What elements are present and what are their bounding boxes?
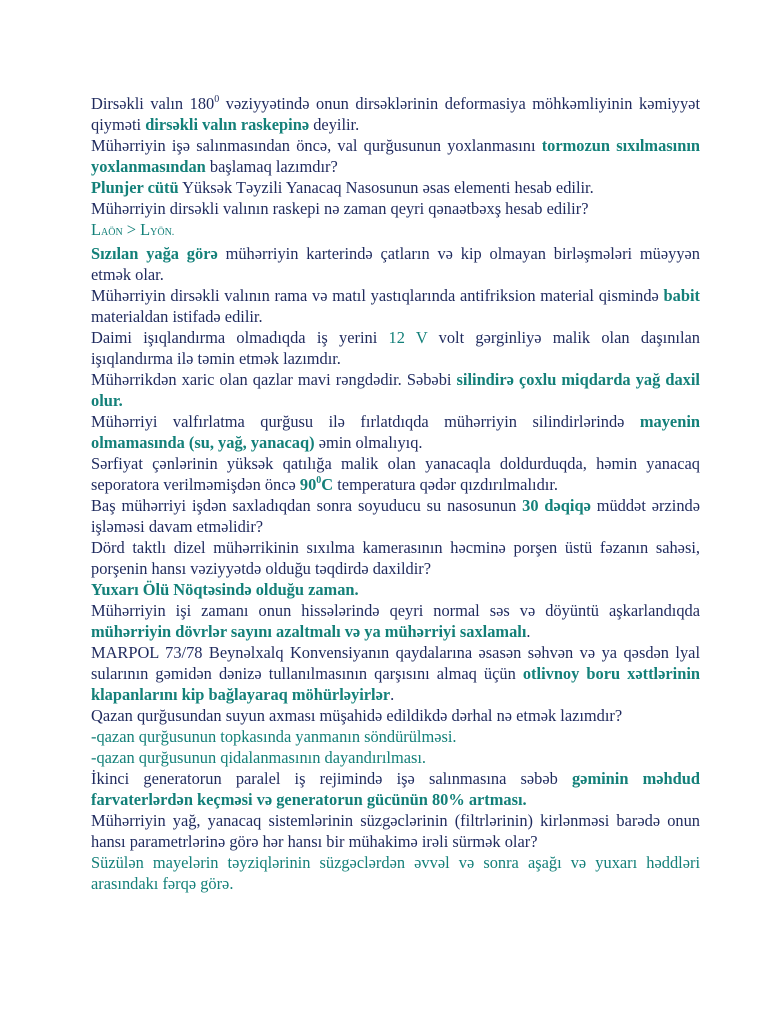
text: Baş mühərriyi işdən saxladıqdan sonra soyuducu su nasosunun: [91, 496, 523, 515]
paragraph-exhaust: [91, 369, 700, 411]
text: mühərriyin karterində çatların və kip olmayan birləşmələri müəyyən etmək olar.: [91, 244, 700, 284]
answer-highlight: otlivnoy boru xəttlərinin klapanlarını kip bağlayaraq möhürləyirlər: [91, 664, 700, 704]
paragraph-question-boiler: Qazan qurğusundan suyun axması müşahidə edildikdə dərhal nə etmək lazımdır?: [91, 706, 623, 725]
text: başlamaq lazımdır?: [205, 157, 338, 176]
paragraph-cylinders: [91, 411, 700, 453]
text: L: [91, 220, 102, 239]
subscript: YÖN.: [150, 227, 175, 238]
paragraph-plunger: [91, 177, 700, 198]
text: materialdan istifadə edilir.: [91, 307, 263, 326]
answer-highlight: mühərriyin dövrlər sayını azaltmalı və ya mühərriyi saxlamalı: [91, 622, 527, 641]
text: vəziyyətində onun dirsəklərinin deformasiya möhkəmliyinin kəmiyyət qiyməti: [91, 94, 700, 134]
answer-highlight: Plunjer cütü: [91, 178, 179, 197]
paragraph-answer-boiler-2: -qazan qurğusunun qidalanmasının dayandırılması.: [91, 748, 427, 767]
paragraph-bearings: [91, 285, 700, 327]
paragraph-answer-filters: Süzülən mayelərin təyziqlərinin süzgəclərdən əvvəl və sonra aşağı və yuxarı həddləri arasındakı fərqə görə.: [91, 853, 700, 893]
answer-highlight: 12 V: [388, 328, 428, 347]
paragraph-noise: [91, 600, 700, 642]
text: Mühərriyin dirsəkli valının rama və matıl yastıqlarında antifriksion material qismində: [91, 286, 664, 305]
answer-highlight: 90: [299, 475, 317, 494]
text: deyilir.: [309, 115, 360, 134]
answer-highlight: C: [321, 475, 334, 494]
paragraph-oil-leak: [91, 243, 700, 285]
paragraph-question-raskep: Mühərriyin dirsəkli valının raskepi nə zaman qeyri qənaətbəxş hesab edilir?: [91, 199, 589, 218]
answer-highlight: 30 dəqiqə: [522, 496, 591, 515]
superscript-degree: 0: [214, 94, 220, 105]
subscript: AÖN: [101, 227, 123, 238]
text: Daimi işıqlandırma olmadıqda iş yerini: [91, 328, 389, 347]
text: Sərfiyat çənlərinin yüksək qatılığa malik olan yanacaqla doldurduqda, həmin yanacaq seporatora verilməmişdən öncə: [91, 454, 700, 494]
paragraph-formula: [91, 219, 700, 243]
text: Yüksək Təyzili Yanacaq Nasosunun əsas elementi hesab edilir.: [178, 178, 594, 197]
document-body: [91, 93, 700, 894]
text: müddət ərzində işləməsi davam etməlidir?: [91, 496, 700, 536]
text: volt gərginliyə malik olan daşınılan işıqlandırma ilə təmin etmək lazımdır.: [91, 328, 701, 368]
paragraph-shaft-check: [91, 135, 700, 177]
paragraph-marpol: [91, 642, 700, 705]
text: .: [526, 622, 531, 641]
text: MARPOL 73/78 Beynəlxalq Konvensiyanın qaydalarına əsasən səhvən və ya qəsdən lyal sularının gəmidən dənizə tullanılmasının qarşısını almaq üçün: [91, 643, 700, 683]
text: Mühərriyin işə salınmasından öncə, val qurğusunun yoxlanmasını: [91, 136, 542, 155]
text: > L: [122, 220, 151, 239]
paragraph-generator: [91, 768, 700, 810]
text: Dirsəkli valın 180: [91, 94, 215, 113]
answer-highlight: mayenin olmamasında (su, yağ, yanacaq): [91, 412, 700, 452]
paragraph-fuel-heating: [91, 453, 700, 495]
answer-highlight: silindirə çoxlu miqdarda yağ daxil olur.: [91, 370, 700, 410]
paragraph-lighting: [91, 327, 700, 369]
text: Mühərriyi valfırlatma qurğusu ilə fırlatdıqda mühərriyin silindirlərində: [91, 412, 640, 431]
answer-highlight: dirsəkli valın raskepinə: [145, 115, 310, 134]
text: Mühərriyin işi zamanı onun hissələrində qeyri normal səs və döyüntü aşkarlandıqda: [91, 601, 700, 620]
text: temperatura qədər qızdırılmalıdır.: [333, 475, 558, 494]
paragraph-answer-boiler-1: -qazan qurğusunun topkasında yanmanın söndürülməsi.: [91, 727, 457, 746]
paragraph-answer-tdc: Yuxarı Ölü Nöqtəsində olduğu zaman.: [91, 580, 359, 599]
text: .: [390, 685, 395, 704]
answer-highlight: babit: [663, 286, 700, 305]
text: Mühərrikdən xaric olan qazlar mavi rəngdədir. Səbəbi: [91, 370, 457, 389]
paragraph-question-chamber: Dörd taktlı dizel mühərrikinin sıxılma kamerasının həcminə porşen üstü fəzanın sahəsi, porşenin hansı vəziyyətdə olduğu təqdirdə daxildir?: [91, 538, 700, 578]
superscript-degree: 0: [316, 475, 322, 486]
text: əmin olmalıyıq.: [314, 433, 423, 452]
answer-highlight: gəminin məhdud farvaterlərdən keçməsi və generatorun gücünün 80% artması.: [91, 769, 700, 809]
text: İkinci generatorun paralel iş rejimində işə salınmasına səbəb: [91, 769, 572, 788]
paragraph-question-filters: Mühərriyin yağ, yanacaq sistemlərinin süzgəclərinin (filtrlərinin) kirlənməsi barədə onun hansı parametrlərinə görə hər hansı bir mühakimə irəli sürmək olar?: [91, 811, 700, 851]
answer-highlight: tormozun sıxılmasının yoxlanmasından: [91, 136, 700, 176]
paragraph-cooling-pump: [91, 495, 700, 537]
answer-highlight: Sızılan yağa görə: [91, 244, 218, 263]
paragraph-deformation: [91, 93, 700, 135]
